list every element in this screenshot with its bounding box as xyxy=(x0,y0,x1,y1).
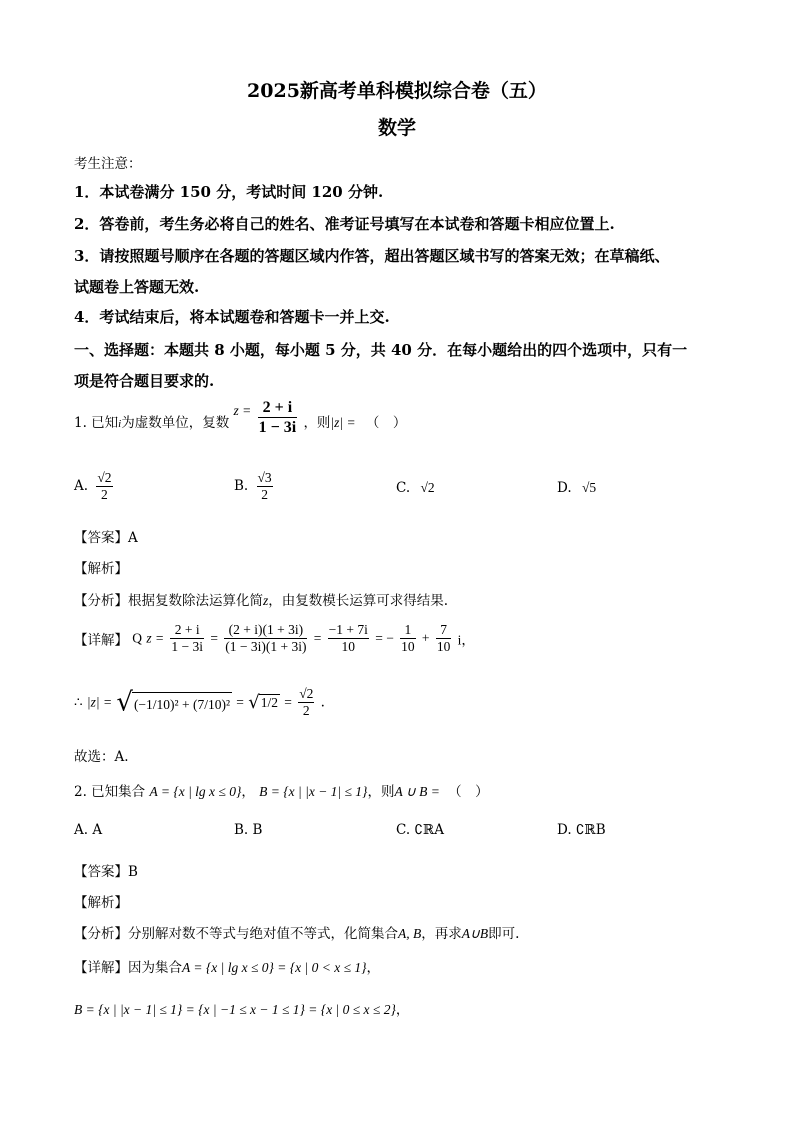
q1-fraction-den: 1 − 3i xyxy=(258,419,297,437)
q2-set-a: A = {x | lg x ≤ 0} xyxy=(149,784,242,799)
q2-fenxi xyxy=(74,922,519,942)
q2-fenxi-union: A∪B xyxy=(461,926,489,941)
q2-fenxi-tag: 【分析】 xyxy=(74,926,128,942)
q1-detail-frac2-num: (2 + i)(1 + 3i) xyxy=(224,622,307,639)
q1-abs-z: |z| = xyxy=(330,415,356,431)
q1-option-b xyxy=(234,470,275,503)
q2-paren: （ ） xyxy=(448,784,489,800)
q1-option-b-num: √3 xyxy=(257,470,273,487)
section-heading-line2: 项是符合题目要求的. xyxy=(74,372,215,390)
q1-prefix: 1. 已知 xyxy=(74,415,119,432)
q1-detail-plus: + xyxy=(421,630,430,646)
q1-detail-tag: 【详解】 xyxy=(74,632,128,649)
q1-option-c-label: C. xyxy=(396,480,411,496)
q1-modulus-expr: (−1/10)² + (7/10)² xyxy=(132,692,232,713)
q2-analysis-tag: 【解析】 xyxy=(74,895,128,911)
notice-item-2: 2．答卷前，考生务必将自己的姓名、准考证号填写在本试卷和答题卡相应位置上. xyxy=(74,215,615,233)
notice-item-3: 3．请按照题号顺序在各题的答题区域内作答，超出答题区域书写的答案无效；在草稿纸、 xyxy=(74,247,670,265)
q1-detail-frac2 xyxy=(224,622,307,655)
q1-detail-frac2-den: (1 − 3i)(1 + 3i) xyxy=(225,639,307,655)
q2-answer-tag: 【答案】 xyxy=(74,864,128,880)
q1-detail-frac5 xyxy=(436,622,452,655)
q1-detail-q: Q xyxy=(132,630,143,646)
q1-modulus-therefore: ∴ xyxy=(74,694,83,711)
q1-option-a-num: √2 xyxy=(96,470,112,487)
q1-detail-frac5-num: 7 xyxy=(436,622,452,639)
notice-item-4: 4．考试结束后，将本试题卷和答题卡一并上交. xyxy=(74,308,390,326)
q2-option-d: D. ∁ℝB xyxy=(557,822,606,838)
q1-detail-frac4-num: 1 xyxy=(400,622,416,639)
q2-expr: A ∪ B = xyxy=(394,784,440,799)
q1-detail-frac1-num: 2 + i xyxy=(170,622,204,639)
q2-answer xyxy=(74,860,138,880)
q1-detail-frac3 xyxy=(328,622,369,655)
q1-option-a xyxy=(74,470,115,503)
q1-fraction xyxy=(258,398,298,437)
q1-detail-z: z = xyxy=(146,630,165,646)
q1-paren: （ ） xyxy=(365,415,407,432)
q1-choose: 故选：A. xyxy=(74,749,129,765)
q1-option-c xyxy=(396,480,435,496)
q1-option-a-frac xyxy=(96,470,112,503)
q2-prefix: 2. 已知集合 xyxy=(74,784,146,800)
question-2 xyxy=(74,780,489,800)
q1-detail-frac5-den: 10 xyxy=(436,639,451,655)
q2-option-c: C. ∁ℝA xyxy=(396,822,444,838)
q1-fraction-num: 2 + i xyxy=(258,398,298,418)
q1-detail-frac1-den: 1 − 3i xyxy=(171,639,204,655)
q2-option-b: B. B xyxy=(234,822,263,838)
q1-option-b-den: 2 xyxy=(261,487,268,503)
q1-option-d-value: √5 xyxy=(581,480,597,495)
q2-answer-value: B xyxy=(128,864,138,880)
q2-option-a: A. A xyxy=(74,822,103,838)
exam-title: 2025新高考单科模拟综合卷（五） xyxy=(247,80,547,102)
q1-modulus-half: 1/2 xyxy=(260,695,278,711)
q1-fenxi-text-a: 根据复数除法运算化简 xyxy=(128,593,263,609)
q1-detail-minus: = − xyxy=(375,630,394,646)
q1-analysis-tag: 【解析】 xyxy=(74,561,128,577)
q1-fenxi-tag: 【分析】 xyxy=(74,593,128,609)
q2-detail-text: 因为集合 xyxy=(128,960,182,976)
q2-fenxi-text2: ，再求 xyxy=(421,926,462,942)
section-heading-line1: 一、选择题：本题共 8 小题，每小题 5 分，共 40 分．在每小题给出的四个选项中，只有一 xyxy=(74,341,688,359)
q1-detail-frac3-den: 10 xyxy=(341,639,356,655)
q1-answer-tag: 【答案】 xyxy=(74,530,128,546)
q1-then: ，则 xyxy=(303,415,331,432)
q2-detail-tag: 【详解】 xyxy=(74,960,128,976)
q2-then: ，则 xyxy=(367,784,395,800)
q2-detail-set-b-end: ， xyxy=(395,1002,410,1018)
q2-detail-set-a: A = {x | lg x ≤ 0} = {x | 0 < x ≤ 1} xyxy=(182,960,367,975)
q1-modulus: ∴ |z| = √(−1/10)² + (7/10)² = √1/2 = $\frac{√2}{2}$ . xyxy=(74,686,325,719)
q1-fenxi-z: z xyxy=(263,593,269,608)
q1-detail-end: i， xyxy=(457,632,475,648)
q1-option-d xyxy=(557,480,596,496)
q2-detail-line2 xyxy=(74,998,409,1018)
q1-z-eq: z = xyxy=(233,403,252,419)
q2-detail-set-b: B = {x | |x − 1| ≤ 1} = {x | −1 ≤ x − 1 ≤ 1} = {x | 0 ≤ x ≤ 2} xyxy=(74,1002,396,1017)
q2-fenxi-sets: A, B xyxy=(398,926,422,941)
q1-fenxi xyxy=(74,589,448,609)
q1-detail-frac1 xyxy=(170,622,204,655)
q1-fenxi-text-b: ，由复数模长运算可求得结果. xyxy=(268,593,449,609)
q1-option-c-value: √2 xyxy=(420,480,435,495)
q1-modulus-eq: = xyxy=(236,694,244,710)
q1-option-a-label: A. xyxy=(74,478,89,495)
q1-detail: 【详解】 Q z = $\frac{2 + i}{1 - 3i}$ = $\frac{(2 + i)(1 + 3i)}{(1 - 3i)(1 + 3i)}$ = $\frac{-1 + 7i}{10}$ = − $\frac{1}{10}$ + $\frac{7}{10}$ i， xyxy=(74,622,475,655)
q1-modulus-result xyxy=(298,686,314,719)
q1-modulus-end: . xyxy=(320,694,325,711)
q1-detail-frac4-den: 10 xyxy=(401,639,415,655)
q2-fenxi-text3: 即可. xyxy=(488,926,520,942)
q1-option-b-frac xyxy=(257,470,273,503)
q2-fenxi-text: 分别解对数不等式与绝对值不等式，化简集合 xyxy=(128,926,398,942)
q1-mid: 为虚数单位，复数 xyxy=(121,415,230,432)
question-1 xyxy=(74,399,407,443)
q1-i-symbol: i xyxy=(118,418,122,431)
q1-answer xyxy=(74,526,138,546)
q1-modulus-result-den: 2 xyxy=(302,703,310,719)
q2-set-b: B = {x | |x − 1| ≤ 1} xyxy=(259,784,368,799)
q1-option-a-den: 2 xyxy=(101,487,108,503)
q2-detail-set-a-end: ， xyxy=(366,960,381,976)
notice-heading: 考生注意： xyxy=(74,156,142,172)
q2-comma: ， xyxy=(241,784,255,800)
notice-item-3-cont: 试题卷上答题无效. xyxy=(74,278,200,296)
q1-option-b-label: B. xyxy=(234,478,249,495)
notice-item-1: 1．本试卷满分 150 分，考试时间 120 分钟. xyxy=(74,183,384,201)
q1-option-d-label: D. xyxy=(557,480,572,496)
q1-modulus-result-num: √2 xyxy=(298,686,314,703)
q2-detail xyxy=(74,956,380,976)
q1-answer-value: A xyxy=(128,530,138,546)
q1-modulus-abs: |z| = xyxy=(86,694,113,710)
q1-detail-frac4 xyxy=(400,622,416,655)
q1-detail-frac3-num: −1 + 7i xyxy=(328,622,369,639)
subject-title: 数学 xyxy=(377,117,416,139)
